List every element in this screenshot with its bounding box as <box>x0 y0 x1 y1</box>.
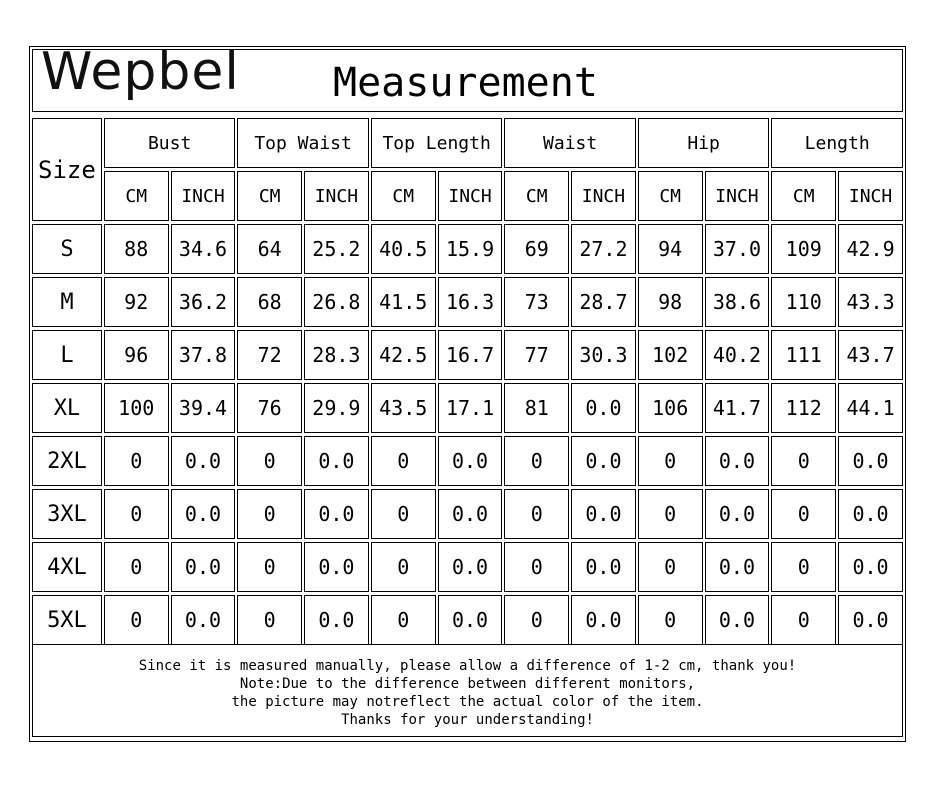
measurement-cell: 0 <box>771 436 836 486</box>
measurement-cell: 106 <box>638 383 703 433</box>
measurement-cell: 0.0 <box>838 542 903 592</box>
measurement-cell: 0.0 <box>571 542 636 592</box>
measurement-cell: 44.1 <box>838 383 903 433</box>
measurement-cell: 0 <box>638 595 703 645</box>
measurement-cell: 72 <box>237 330 302 380</box>
measurement-cell: 69 <box>504 224 569 274</box>
measurement-cell: 0 <box>638 436 703 486</box>
column-header-waist: Waist <box>504 118 635 168</box>
unit-cm: CM <box>237 171 302 221</box>
measurement-cell: 0.0 <box>571 383 636 433</box>
brand-logo: Wepbel <box>41 42 240 102</box>
table-body <box>32 118 903 645</box>
measurement-cell: 28.7 <box>571 277 636 327</box>
measurement-cell: 0.0 <box>171 595 236 645</box>
table-row <box>32 330 903 380</box>
unit-inch: INCH <box>838 171 903 221</box>
size-chart-table <box>30 115 905 648</box>
column-header-top-length: Top Length <box>371 118 503 168</box>
measurement-cell: 0 <box>371 595 436 645</box>
note-line: Since it is measured manually, please allow a difference of 1-2 cm, thank you! <box>138 658 797 674</box>
measurement-cell: 0.0 <box>438 489 503 539</box>
measurement-cell: 0 <box>638 542 703 592</box>
measurement-cell: 34.6 <box>171 224 236 274</box>
measurement-cell: 0 <box>371 489 436 539</box>
unit-cm: CM <box>504 171 569 221</box>
measurement-cell: 37.0 <box>705 224 770 274</box>
table-row <box>32 595 903 645</box>
measurement-cell: 0.0 <box>571 595 636 645</box>
measurement-cell: 0 <box>237 436 302 486</box>
measurement-cell: 16.7 <box>438 330 503 380</box>
note-line: Note:Due to the difference between different monitors, <box>239 676 696 692</box>
column-header-bust: Bust <box>104 118 236 168</box>
page-title: Measurement <box>333 60 598 106</box>
unit-cm: CM <box>371 171 436 221</box>
measurement-cell: 40.5 <box>371 224 436 274</box>
measurement-cell: 0 <box>237 595 302 645</box>
size-label: XL <box>32 383 102 433</box>
measurement-cell: 0 <box>771 489 836 539</box>
measurement-cell: 0.0 <box>838 436 903 486</box>
measurement-cell: 0.0 <box>171 489 236 539</box>
measurement-cell: 0 <box>504 542 569 592</box>
unit-row <box>32 171 903 221</box>
measurement-cell: 0 <box>771 542 836 592</box>
unit-cm: CM <box>104 171 169 221</box>
measurement-cell: 94 <box>638 224 703 274</box>
measurement-cell: 0.0 <box>304 489 369 539</box>
measurement-cell: 0.0 <box>838 489 903 539</box>
column-header-top-waist: Top Waist <box>237 118 368 168</box>
measurement-cell: 28.3 <box>304 330 369 380</box>
measurement-cell: 73 <box>504 277 569 327</box>
table-row <box>32 542 903 592</box>
size-label: 2XL <box>32 436 102 486</box>
measurement-cell: 68 <box>237 277 302 327</box>
unit-inch: INCH <box>304 171 369 221</box>
measurement-cell: 0 <box>104 489 169 539</box>
note-line: the picture may notreflect the actual color of the item. <box>231 694 704 710</box>
measurement-cell: 43.3 <box>838 277 903 327</box>
measurement-cell: 112 <box>771 383 836 433</box>
measurement-cell: 0.0 <box>571 489 636 539</box>
measurement-cell: 0.0 <box>571 436 636 486</box>
column-header-hip: Hip <box>638 118 770 168</box>
measurement-cell: 0 <box>638 489 703 539</box>
title-box <box>32 42 903 112</box>
measurement-cell: 88 <box>104 224 169 274</box>
measurement-cell: 64 <box>237 224 302 274</box>
measurement-cell: 29.9 <box>304 383 369 433</box>
measurement-cell: 110 <box>771 277 836 327</box>
measurement-cell: 42.5 <box>371 330 436 380</box>
measurement-cell: 0 <box>771 595 836 645</box>
size-label: 3XL <box>32 489 102 539</box>
measurement-cell: 0.0 <box>705 436 770 486</box>
measurement-cell: 0.0 <box>304 542 369 592</box>
measurement-cell: 0 <box>371 436 436 486</box>
notes-box <box>32 644 903 737</box>
measurement-cell: 0.0 <box>705 595 770 645</box>
measurement-cell: 15.9 <box>438 224 503 274</box>
table-row <box>32 224 903 274</box>
measurement-cell: 38.6 <box>705 277 770 327</box>
measurement-sheet <box>29 42 906 742</box>
measurement-cell: 96 <box>104 330 169 380</box>
table-row <box>32 489 903 539</box>
measurement-cell: 0.0 <box>438 595 503 645</box>
measurement-cell: 109 <box>771 224 836 274</box>
table-row <box>32 436 903 486</box>
unit-inch: INCH <box>171 171 236 221</box>
unit-cm: CM <box>638 171 703 221</box>
table-row <box>32 383 903 433</box>
measurement-cell: 81 <box>504 383 569 433</box>
size-label: 4XL <box>32 542 102 592</box>
measurement-cell: 41.7 <box>705 383 770 433</box>
measurement-cell: 0 <box>504 436 569 486</box>
measurement-cell: 0 <box>104 436 169 486</box>
measurement-cell: 0.0 <box>438 436 503 486</box>
measurement-cell: 0.0 <box>304 436 369 486</box>
unit-cm: CM <box>771 171 836 221</box>
unit-inch: INCH <box>438 171 503 221</box>
table-row <box>32 277 903 327</box>
measurement-cell: 0.0 <box>705 489 770 539</box>
size-label: L <box>32 330 102 380</box>
measurement-cell: 0 <box>371 542 436 592</box>
measurement-cell: 76 <box>237 383 302 433</box>
measurement-cell: 92 <box>104 277 169 327</box>
measurement-cell: 0.0 <box>171 542 236 592</box>
measurement-cell: 43.7 <box>838 330 903 380</box>
header-row <box>32 118 903 168</box>
measurement-cell: 0 <box>504 595 569 645</box>
unit-inch: INCH <box>571 171 636 221</box>
measurement-cell: 43.5 <box>371 383 436 433</box>
measurement-cell: 27.2 <box>571 224 636 274</box>
measurement-cell: 100 <box>104 383 169 433</box>
measurement-cell: 16.3 <box>438 277 503 327</box>
measurement-cell: 0.0 <box>438 542 503 592</box>
measurement-cell: 30.3 <box>571 330 636 380</box>
measurement-cell: 0 <box>104 595 169 645</box>
measurement-cell: 0 <box>237 489 302 539</box>
measurement-cell: 0.0 <box>838 595 903 645</box>
measurement-cell: 25.2 <box>304 224 369 274</box>
measurement-cell: 0 <box>237 542 302 592</box>
column-header-length: Length <box>771 118 903 168</box>
measurement-cell: 0.0 <box>171 436 236 486</box>
measurement-cell: 36.2 <box>171 277 236 327</box>
measurement-cell: 0.0 <box>304 595 369 645</box>
size-label: S <box>32 224 102 274</box>
measurement-cell: 102 <box>638 330 703 380</box>
measurement-cell: 77 <box>504 330 569 380</box>
measurement-cell: 41.5 <box>371 277 436 327</box>
size-header: Size <box>32 118 102 221</box>
measurement-cell: 39.4 <box>171 383 236 433</box>
measurement-cell: 37.8 <box>171 330 236 380</box>
note-line: Thanks for your understanding! <box>341 712 594 728</box>
size-label: M <box>32 277 102 327</box>
measurement-cell: 0 <box>104 542 169 592</box>
size-label: 5XL <box>32 595 102 645</box>
measurement-cell: 0.0 <box>705 542 770 592</box>
unit-inch: INCH <box>705 171 770 221</box>
measurement-cell: 17.1 <box>438 383 503 433</box>
measurement-cell: 26.8 <box>304 277 369 327</box>
measurement-cell: 40.2 <box>705 330 770 380</box>
measurement-cell: 98 <box>638 277 703 327</box>
measurement-cell: 0 <box>504 489 569 539</box>
measurement-cell: 111 <box>771 330 836 380</box>
measurement-cell: 42.9 <box>838 224 903 274</box>
